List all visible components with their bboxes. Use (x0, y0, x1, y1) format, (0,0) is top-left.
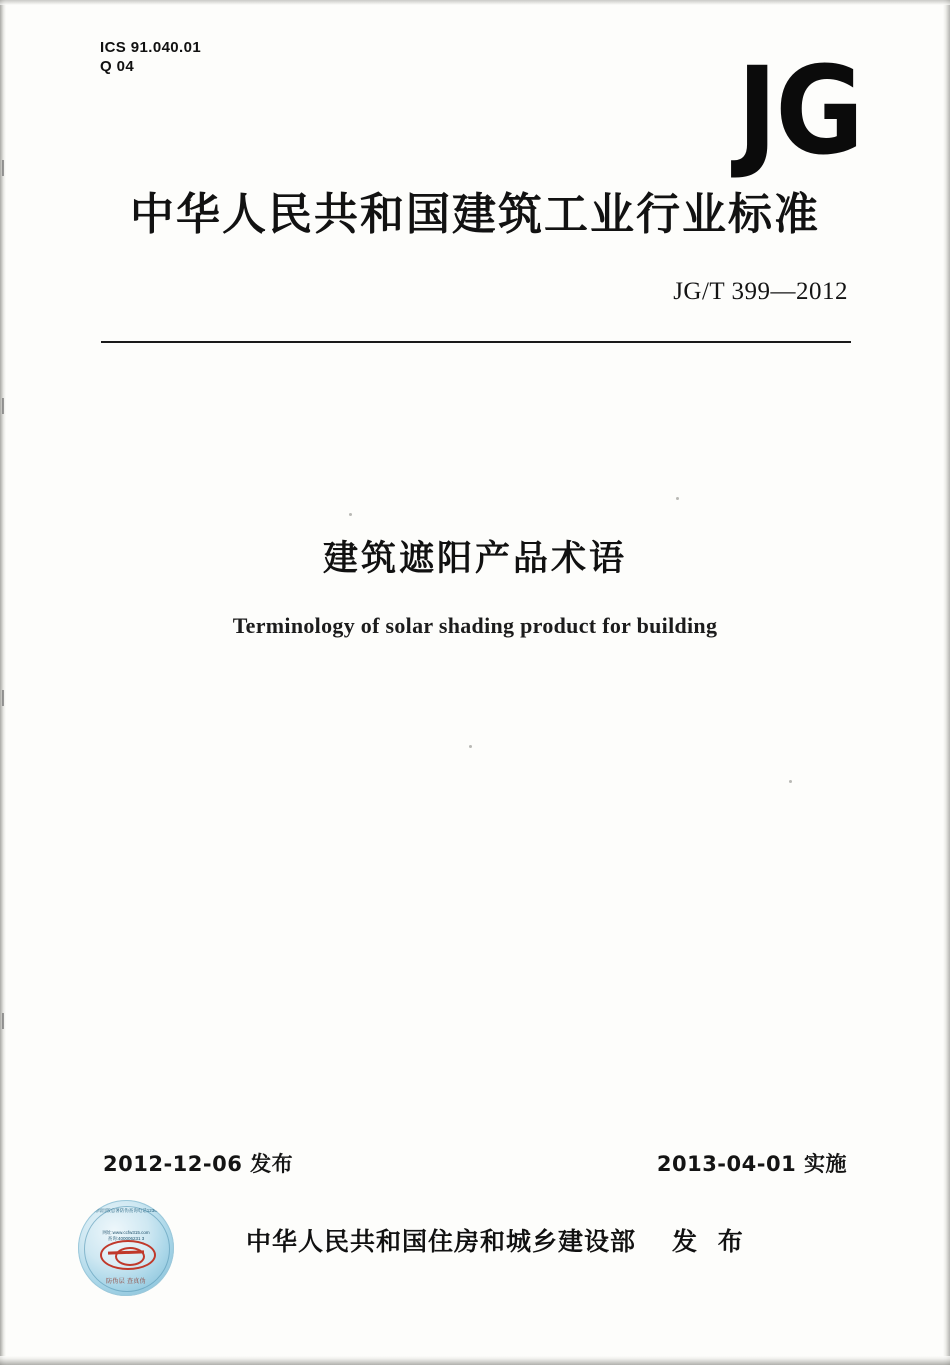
standard-title-cn: 中华人民共和国建筑工业行业标准 (130, 189, 820, 240)
seal-url-text: 网址:www.ccfw315.com (102, 1230, 150, 1235)
seal-bottom-text: 防伪层 查真伪 (106, 1279, 146, 1285)
publisher-name: 中华人民共和国住房和城乡建设部 (246, 1227, 637, 1256)
jg-logo: JG (737, 41, 862, 182)
document-title-cn: 建筑遮阳产品术语 (322, 539, 627, 579)
scan-tick-mark (2, 398, 4, 414)
issue-date: 2012-12-06 发布 (103, 1152, 294, 1176)
publisher-line (246, 1222, 749, 1258)
scan-speck (349, 513, 352, 516)
scan-tick-mark (2, 160, 4, 176)
effective-date: 2013-04-01 实施 (656, 1152, 847, 1176)
scan-speck (789, 780, 792, 783)
anti-counterfeit-seal-icon (78, 1200, 174, 1296)
ics-code: ICS 91.040.01 (100, 39, 202, 56)
standard-number: JG/T 399—2012 (673, 278, 848, 305)
seal-arc-text: 新闻出版总署防伪查询电话12365 (92, 1208, 160, 1213)
scan-edge-bottom (0, 1356, 950, 1365)
seal-phone-text: 查询:400006231 3 (107, 1236, 145, 1241)
scan-speck (676, 497, 679, 500)
document-title-en: Terminology of solar shading product for building (232, 613, 718, 638)
ics-classification-block (100, 38, 201, 76)
publish-verb: 发 布 (672, 1227, 749, 1256)
ccs-code: Q 04 (100, 58, 135, 75)
seal-emblem-icon (100, 1240, 156, 1270)
scan-tick-mark (2, 1013, 4, 1029)
scan-speck (469, 745, 472, 748)
horizontal-divider (101, 341, 851, 343)
scan-tick-mark (2, 690, 4, 706)
scan-edge-top (0, 0, 950, 5)
